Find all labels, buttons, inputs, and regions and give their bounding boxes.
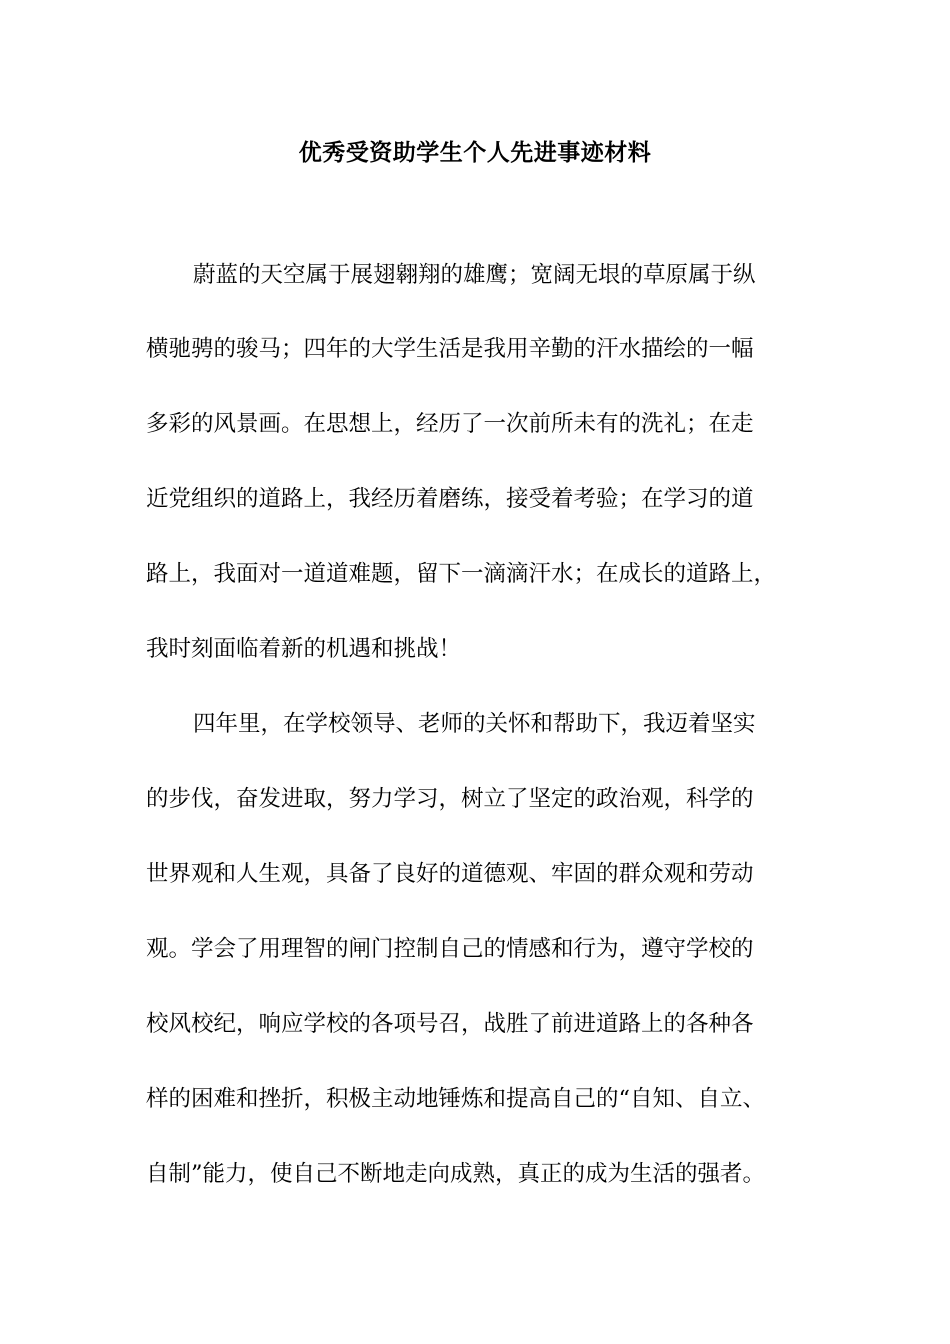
- paragraph-line: 的步伐，奋发进取，努力学习，树立了坚定的政治观，科学的: [146, 786, 754, 812]
- paragraph-line: 蔚蓝的天空属于展翅翱翔的雄鹰；宽阔无垠的草原属于纵: [193, 262, 756, 288]
- paragraph-line: 多彩的风景画。在思想上，经历了一次前所未有的洗礼；在走: [146, 411, 754, 437]
- document-title: 优秀受资助学生个人先进事迹材料: [298, 139, 652, 166]
- paragraph-line: 自制”能力，使自己不断地走向成熟，真正的成为生活的强者。: [146, 1161, 766, 1187]
- paragraph-line: 校风校纪，响应学校的各项号召，战胜了前进道路上的各种各: [146, 1011, 754, 1037]
- paragraph-line: 世界观和人生观，具备了良好的道德观、牢固的群众观和劳动: [146, 861, 754, 887]
- paragraph-line: 路上，我面对一道道难题，留下一滴滴汗水；在成长的道路上，: [146, 561, 777, 587]
- paragraph-line: 样的困难和挫折，积极主动地锤炼和提高自己的“自知、自立、: [146, 1086, 766, 1112]
- paragraph-line: 我时刻面临着新的机遇和挑战！: [146, 636, 462, 662]
- paragraph-line: 观。学会了用理智的闸门控制自己的情感和行为，遵守学校的: [146, 936, 754, 962]
- paragraph-line: 近党组织的道路上，我经历着磨练，接受着考验；在学习的道: [146, 486, 754, 512]
- paragraph-line: 横驰骋的骏马；四年的大学生活是我用辛勤的汗水描绘的一幅: [146, 336, 754, 362]
- paragraph-line: 四年里，在学校领导、老师的关怀和帮助下，我迈着坚实: [193, 711, 756, 737]
